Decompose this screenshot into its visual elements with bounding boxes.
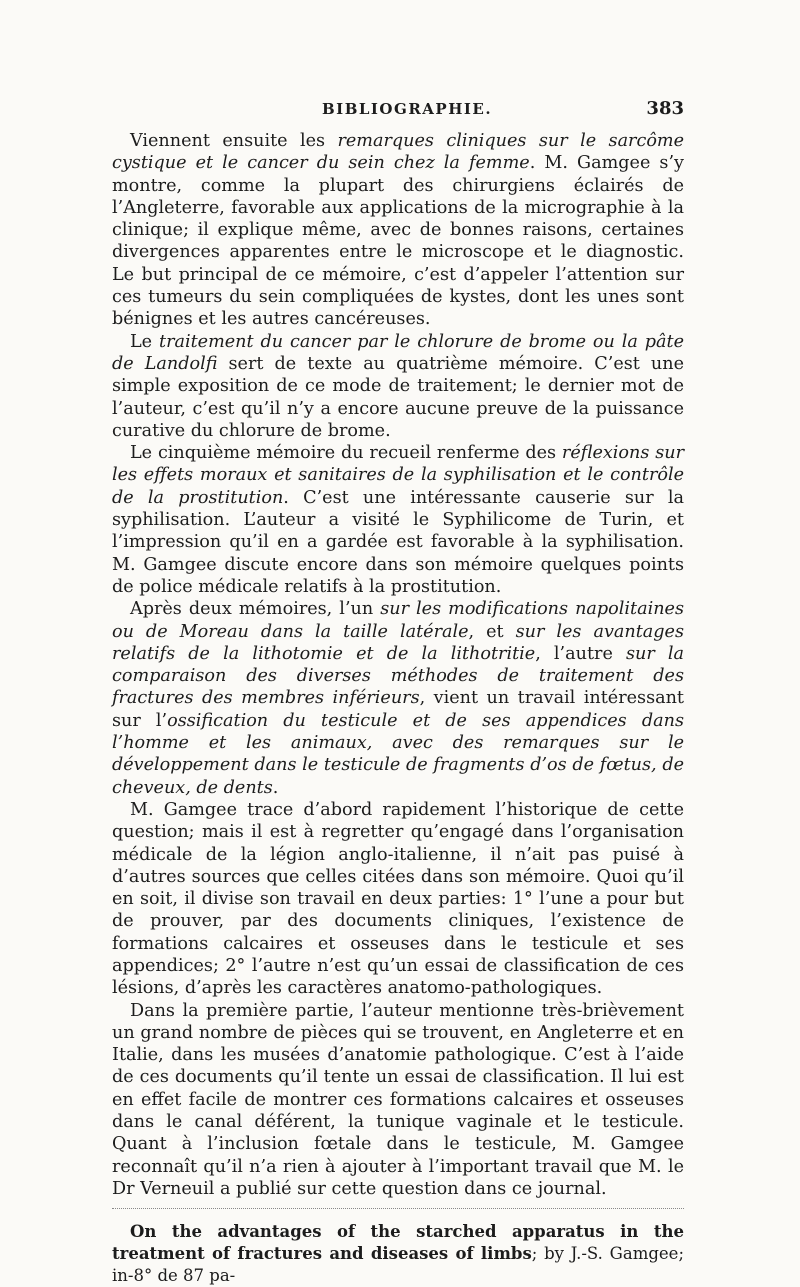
paragraph [112,442,684,598]
text-segment: sert de texte au quatrième mémoire. C’est une simple exposition de ce mode de traitement; le dernier mot de l’auteur, c’est qu’il n’y a encore aucune preuve de la puissance curative du chlorure de brome. [112,353,684,441]
italic-text: remarques cliniques sur le sarcôme cystique et le cancer du sein chez la femme [112,131,685,174]
paragraph [112,331,684,442]
text-segment: Dans la première partie, l’auteur mentionne très-brièvement un grand nombre de pièces qui se trouvent, en Angleterre et en Italie, dans les musées d’anatomie pathologique. C’est à l’aide de ces documents qu’il tente un essai de classification. Il lui est en effet facile de montrer ces formations calcaires et osseuses dans le canal déférent, la tunique vaginale et le testicule. Quant à l’inclusion fœtale dans le testicule, M. Gamgee reconnaît qu’il n’a rien à ajouter à l’important travail que M. le Dr Verneuil a publié sur cette question dans ce journal. [112,1000,684,1199]
text-segment: Après deux mémoires, l’un [130,599,381,620]
paragraph [112,598,684,799]
italic-text: réflexions sur les effets moraux et sanitaires de la syphilisation et le contrôle de la prostitution [112,443,684,508]
text-segment: , l’autre [535,643,626,664]
body-text [112,130,684,1200]
italic-text: ossification du testicule et de ses appendices dans l’homme et les animaux, avec des remarques sur le développement dans le testicule de fragments d’os de fœtus, de cheveux, de dents [112,710,684,798]
page-number: 383 [646,98,684,119]
text-segment: . C’est une intéressante causerie sur la syphilisation. L’auteur a visité le Syphilicome de Turin, et l’impression qu’il en a gardée est favorable à la syphilisation. M. Gamgee discute encore dans son mémoire quelques points de police médicale relatifs à la prostitution. [112,487,684,597]
text-segment: M. Gamgee trace d’abord rapidement l’historique de cette question; mais il est à regretter qu’engagé dans l’organisation médicale de la légion anglo-italienne, il n’ait pas puisé à d’autres sources que celles citées dans son mémoire. Quoi qu’il en soit, il divise son travail en deux parties: 1° l’une a pour but de prouver, par des documents cliniques, l’existence de formations calcaires et osseuses dans le testicule et ses appendices; 2° l’autre n’est qu’un essai de classification de ces lésions, d’après les caractères anatomo-pathologiques. [112,799,684,999]
text-segment: . M. Gamgee s’y montre, comme la plupart des chirurgiens éclairés de l’Angleterre, favorable aux applications de la micrographie à la clinique; il explique même, avec de bonnes raisons, certaines divergences apparentes entre le microscope et le diagnostic. Le but principal de ce mémoire, c’est d’appeler l’attention sur ces tumeurs du sein compliquées de kystes, dont les unes sont bénignes et les autres cancéreuses. [112,153,684,330]
text-segment: Viennent ensuite les [130,131,338,151]
book-page [112,96,684,1287]
text-segment: Le [130,331,159,352]
paragraph [112,799,684,1000]
bibliography-entry [112,1221,684,1287]
italic-text: sur les avantages relatifs de la lithotomie et de la lithotritie [112,621,684,664]
bibliography-details: ; by J.-S. Gamgee; in-8° de 87 pa- [112,1244,685,1286]
section-divider [112,1208,684,1209]
page-header [112,96,684,126]
text-segment: . [272,777,279,798]
bibliography-title: On the advantages of the starched apparatus in the treatment of fractures and diseases of limbs [112,1222,684,1264]
paragraph [112,130,684,331]
running-title: BIBLIOGRAPHIE. [322,100,493,118]
text-segment: Le cinquième mémoire du recueil renferme des [130,443,562,464]
italic-text: sur la comparaison des diverses méthodes de traitement des fractures des membres inférieurs [112,643,684,709]
text-segment: , et [468,621,516,642]
paragraph [112,1000,684,1201]
italic-text: sur les modifications napolitaines ou de Moreau dans la taille latérale [112,599,684,642]
text-segment: , vient un travail intéressant sur l’ [112,688,684,731]
italic-text: traitement du cancer par le chlorure de brome ou la pâte de Landolfi [112,331,684,374]
